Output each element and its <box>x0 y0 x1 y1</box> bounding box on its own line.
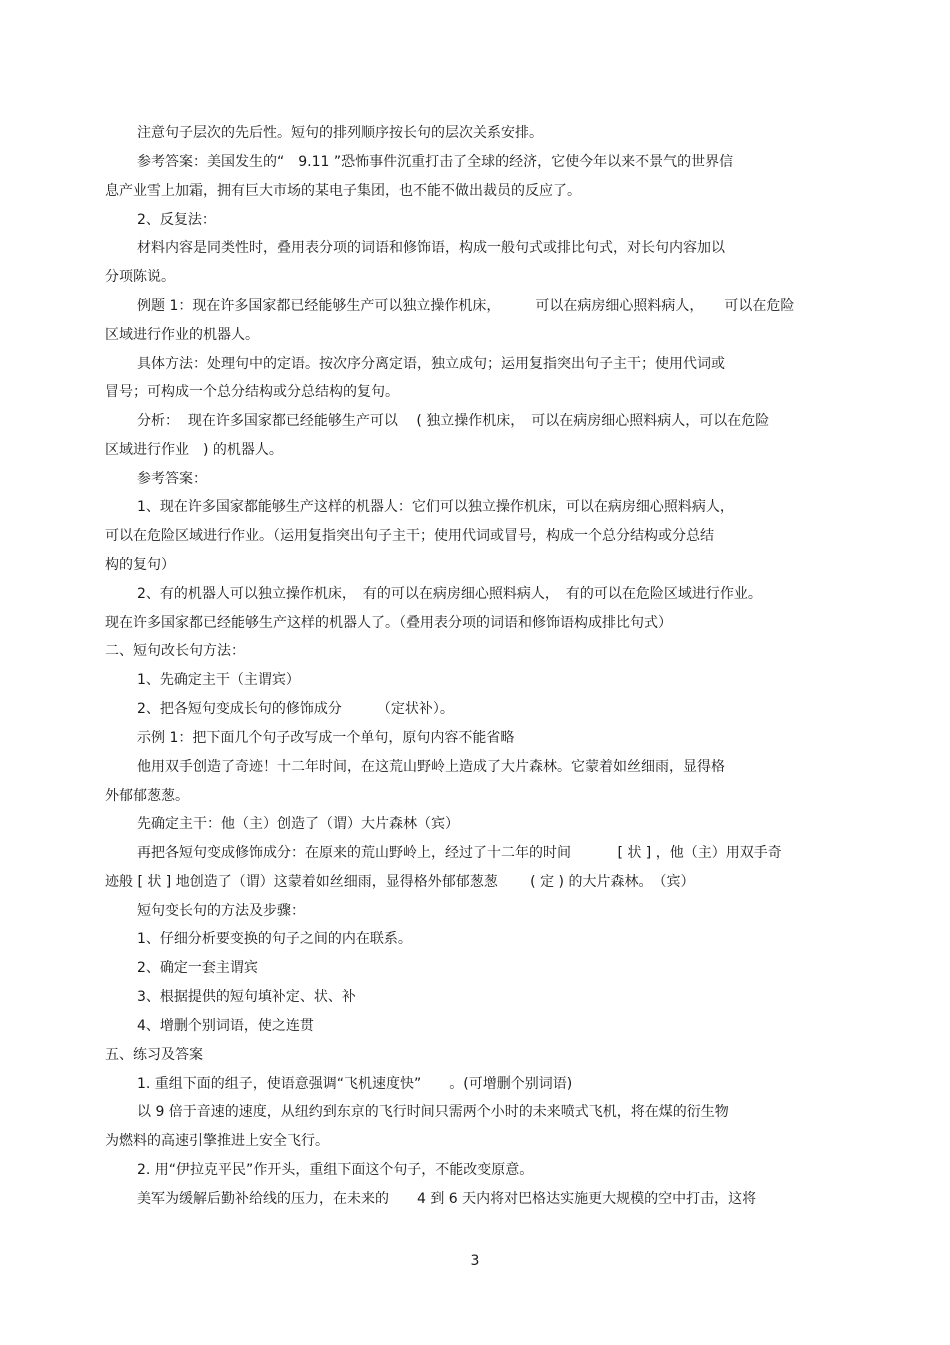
text-line: 2、反复法： <box>137 212 216 228</box>
text-line: 现在许多国家都已经能够生产这样的机器人了。（叠用表分项的词语和修饰语构成排比句式） <box>105 615 672 631</box>
text-line: 构的复句） <box>105 557 175 573</box>
text-line: 例题 1：现在许多国家都已经能够生产可以独立操作机床， 可以在病房细心照料病人， 可以在危险 <box>137 298 795 314</box>
text-line: 2、把各短句变成长句的修饰成分 （定状补）。 <box>137 701 454 717</box>
text-line: 2. 用“伊拉克平民”作开头，重组下面这个句子，不能改变原意。 <box>137 1162 534 1178</box>
text-line: 迹般 [ 状 ] 地创造了（谓）这蒙着如丝细雨，显得格外郁郁葱葱 ( 定 ) 的大片森林。 （宾） <box>105 874 695 890</box>
text-line: 先确定主干：他（主）创造了（谓）大片森林（宾） <box>137 816 459 832</box>
text-line: 外郁郁葱葱。 <box>105 788 189 804</box>
text-line: 息产业雪上加霜，拥有巨大市场的某电子集团，也不能不做出裁员的反应了。 <box>105 183 581 199</box>
text-line: 以 9 倍于音速的速度，从纽约到东京的飞行时间只需两个小时的未来喷式飞机，将在煤的衍生物 <box>137 1104 729 1120</box>
text-line: 参考答案： <box>137 471 207 487</box>
text-line: 区域进行作业的机器人。 <box>105 327 259 343</box>
text-line: 再把各短句变成修饰成分：在原来的荒山野岭上，经过了十二年的时间 [ 状 ] ，他（主）用双手奇 <box>137 845 782 861</box>
text-line: 材料内容是同类性时，叠用表分项的词语和修饰语，构成一般句式或排比句式，对长句内容加以 <box>137 240 725 256</box>
text-line: 分析： 现在许多国家都已经能够生产可以 ( 独立操作机床， 可以在病房细心照料病人，可以在危险 <box>137 413 770 429</box>
text-line: 他用双手创造了奇迹！十二年时间，在这荒山野岭上造成了大片森林。它蒙着如丝细雨，显得格 <box>137 759 725 775</box>
section-heading: 五、练习及答案 <box>105 1047 203 1063</box>
text-line: 2、确定一套主谓宾 <box>137 960 258 976</box>
text-line: 1、现在许多国家都能够生产这样的机器人：它们可以独立操作机床，可以在病房细心照料病人， <box>137 499 734 515</box>
text-line: 注意句子层次的先后性。短句的排列顺序按长句的层次关系安排。 <box>137 125 543 141</box>
text-line: 4、增删个别词语，使之连贯 <box>137 1018 314 1034</box>
text-line: 2、有的机器人可以独立操作机床， 有的可以在病房细心照料病人， 有的可以在危险区域进行作业。 <box>137 586 762 602</box>
text-line: 短句变长句的方法及步骤： <box>137 903 305 919</box>
page-number: 3 <box>470 1253 480 1269</box>
text-line: 可以在危险区域进行作业。（运用复指突出句子主干；使用代词或冒号，构成一个总分结构或分总结 <box>105 528 714 544</box>
text-line: 示例 1：把下面几个句子改写成一个单句，原句内容不能省略 <box>137 730 515 746</box>
text-line: 3、根据提供的短句填补定、状、补 <box>137 989 356 1005</box>
text-line: 为燃料的高速引擎推进上安全飞行。 <box>105 1133 329 1149</box>
text-line: 参考答案：美国发生的“ 9.11 ”恐怖事件沉重打击了全球的经济，它使今年以来不景气的世界信 <box>137 154 734 170</box>
text-line: 具体方法：处理句中的定语。按次序分离定语，独立成句；运用复指突出句子主干；使用代词或 <box>137 356 725 372</box>
text-line: 冒号；可构成一个总分结构或分总结构的复句。 <box>105 384 399 400</box>
section-heading: 二、短句改长句方法： <box>105 643 245 659</box>
text-line: 美军为缓解后勤补给线的压力，在未来的 4 到 6 天内将对巴格达实施更大规模的空中打击，这将 <box>137 1191 757 1207</box>
text-line: 1、仔细分析要变换的句子之间的内在联系。 <box>137 931 412 947</box>
text-line: 区域进行作业 ) 的机器人。 <box>105 442 283 458</box>
text-line: 1. 重组下面的组子，使语意强调“飞机速度快” 。(可增删个别词语) <box>137 1076 573 1092</box>
text-line: 分项陈说。 <box>105 269 175 285</box>
text-line: 1、先确定主干（主谓宾） <box>137 672 300 688</box>
